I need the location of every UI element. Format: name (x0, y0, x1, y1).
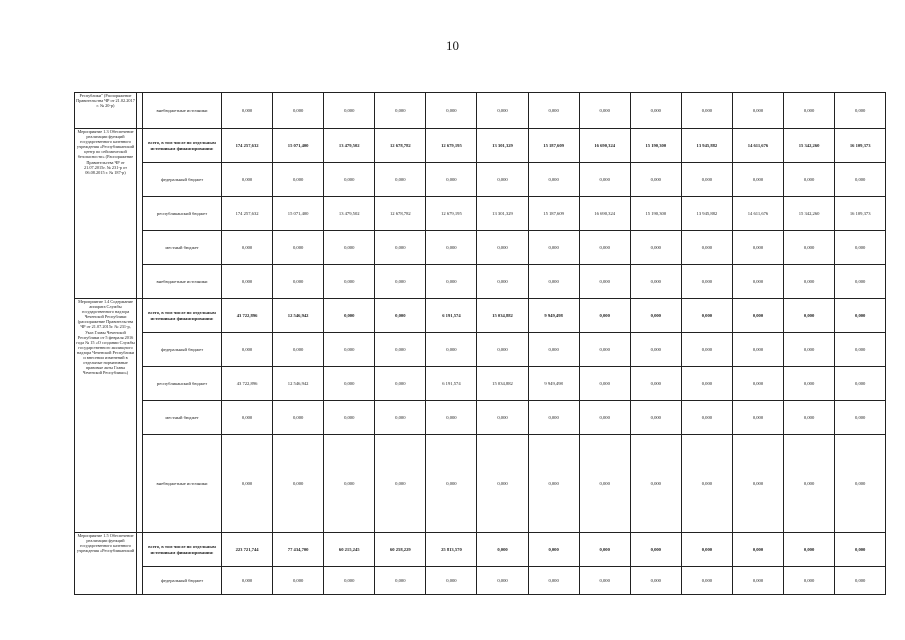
amount-cell: 0,000 (681, 401, 732, 435)
amount-cell: 16 690,324 (579, 197, 630, 231)
amount-cell: 0,000 (579, 533, 630, 567)
amount-cell: 0,000 (579, 299, 630, 333)
amount-cell: 0,000 (630, 567, 681, 595)
amount-cell: 223 721,744 (222, 533, 273, 567)
amount-cell: 0,000 (426, 333, 477, 367)
amount-cell: 0,000 (784, 533, 835, 567)
amount-cell: 0,000 (732, 435, 783, 533)
amount-cell: 0,000 (528, 333, 579, 367)
amount-cell: 13 945,882 (681, 197, 732, 231)
amount-cell: 0,000 (732, 567, 783, 595)
event-cell: Мероприятие 1.3 Обеспечение реализации функций государственного казенного учреждения «Республиканский центр по сейсмической безопасности» (Распоряжение Правительства ЧР от 21.07.2015г. № 231-р от 06.08.2015 г. № 187-р) (75, 129, 137, 299)
amount-cell: 0,000 (784, 367, 835, 401)
amount-cell: 0,000 (324, 231, 375, 265)
amount-cell: 0,000 (273, 93, 324, 129)
amount-cell: 15 034,882 (477, 299, 528, 333)
amount-cell: 0,000 (273, 265, 324, 299)
amount-cell: 0,000 (784, 231, 835, 265)
amount-cell: 15 342,260 (784, 129, 835, 163)
amount-cell: 0,000 (681, 367, 732, 401)
amount-cell: 0,000 (528, 435, 579, 533)
amount-cell: 0,000 (681, 533, 732, 567)
table-row (75, 197, 886, 231)
table-row (75, 401, 886, 435)
amount-cell: 25 813,570 (426, 533, 477, 567)
amount-cell: 0,000 (273, 231, 324, 265)
amount-cell: 0,000 (375, 401, 426, 435)
amount-cell: 0,000 (579, 163, 630, 197)
amount-cell: 0,000 (732, 93, 783, 129)
amount-cell: 0,000 (375, 435, 426, 533)
amount-cell: 0,000 (630, 265, 681, 299)
amount-cell: 0,000 (426, 567, 477, 595)
table-row (75, 567, 886, 595)
amount-cell: 174 257,632 (222, 129, 273, 163)
amount-cell: 0,000 (630, 231, 681, 265)
amount-cell: 0,000 (835, 533, 886, 567)
amount-cell: 0,000 (426, 93, 477, 129)
amount-cell: 0,000 (324, 299, 375, 333)
amount-cell: 14 611,676 (732, 197, 783, 231)
amount-cell: 0,000 (579, 231, 630, 265)
amount-cell: 43 722,896 (222, 299, 273, 333)
amount-cell: 0,000 (579, 567, 630, 595)
amount-cell: 0,000 (375, 333, 426, 367)
amount-cell: 0,000 (835, 567, 886, 595)
amount-cell: 0,000 (375, 265, 426, 299)
amount-cell: 0,000 (630, 299, 681, 333)
page-number: 10 (446, 38, 459, 53)
amount-cell: 0,000 (528, 567, 579, 595)
amount-cell: 0,000 (222, 93, 273, 129)
amount-cell: 0,000 (477, 163, 528, 197)
amount-cell: 0,000 (732, 333, 783, 367)
amount-cell: 0,000 (222, 435, 273, 533)
amount-cell: 0,000 (630, 333, 681, 367)
amount-cell: 0,000 (426, 435, 477, 533)
budget-table-body (75, 93, 886, 595)
amount-cell: 0,000 (681, 435, 732, 533)
amount-cell: 0,000 (681, 567, 732, 595)
amount-cell: 0,000 (375, 367, 426, 401)
amount-cell: 14 611,676 (732, 129, 783, 163)
amount-cell: 6 191,574 (426, 367, 477, 401)
amount-cell: 0,000 (375, 231, 426, 265)
amount-cell: 0,000 (784, 93, 835, 129)
amount-cell: 0,000 (630, 435, 681, 533)
amount-cell: 15 190,300 (630, 129, 681, 163)
amount-cell: 13 301,329 (477, 197, 528, 231)
amount-cell: 0,000 (835, 299, 886, 333)
amount-cell: 0,000 (375, 93, 426, 129)
amount-cell: 16 109,373 (835, 129, 886, 163)
table-row (75, 265, 886, 299)
table-row (75, 163, 886, 197)
amount-cell: 0,000 (273, 401, 324, 435)
amount-cell: 0,000 (784, 299, 835, 333)
amount-cell: 0,000 (732, 401, 783, 435)
amount-cell: 0,000 (835, 435, 886, 533)
amount-cell: 13 945,882 (681, 129, 732, 163)
amount-cell: 43 722,896 (222, 367, 273, 401)
table-row (75, 129, 886, 163)
amount-cell: 0,000 (477, 533, 528, 567)
amount-cell: 16 109,373 (835, 197, 886, 231)
amount-cell: 0,000 (732, 533, 783, 567)
amount-cell: 0,000 (375, 567, 426, 595)
amount-cell: 0,000 (477, 231, 528, 265)
amount-cell: 0,000 (324, 265, 375, 299)
amount-cell: 12 679,195 (426, 197, 477, 231)
amount-cell: 0,000 (528, 231, 579, 265)
amount-cell: 15 034,882 (477, 367, 528, 401)
amount-cell: 0,000 (324, 93, 375, 129)
amount-cell: 0,000 (630, 163, 681, 197)
amount-cell: 0,000 (630, 533, 681, 567)
amount-cell: 0,000 (784, 163, 835, 197)
amount-cell: 9 949,498 (528, 299, 579, 333)
funding-source-cell: всего, в том числе по отдельным источникам финансирования: (143, 129, 222, 163)
funding-source-cell: федеральный бюджет (143, 333, 222, 367)
funding-source-cell: республиканский бюджет (143, 197, 222, 231)
amount-cell: 0,000 (426, 163, 477, 197)
amount-cell: 0,000 (835, 93, 886, 129)
amount-cell: 15 071,400 (273, 197, 324, 231)
amount-cell: 13 479,502 (324, 129, 375, 163)
amount-cell: 12 678,782 (375, 197, 426, 231)
amount-cell: 174 257,632 (222, 197, 273, 231)
amount-cell: 0,000 (732, 299, 783, 333)
amount-cell: 0,000 (784, 567, 835, 595)
amount-cell: 16 690,324 (579, 129, 630, 163)
amount-cell: 0,000 (324, 163, 375, 197)
amount-cell: 0,000 (528, 265, 579, 299)
amount-cell: 12 546,942 (273, 367, 324, 401)
amount-cell: 9 949,498 (528, 367, 579, 401)
amount-cell: 0,000 (732, 231, 783, 265)
amount-cell: 0,000 (222, 265, 273, 299)
amount-cell: 0,000 (477, 567, 528, 595)
amount-cell: 0,000 (426, 265, 477, 299)
amount-cell: 0,000 (477, 93, 528, 129)
amount-cell: 0,000 (273, 435, 324, 533)
amount-cell: 0,000 (732, 265, 783, 299)
amount-cell: 0,000 (375, 163, 426, 197)
amount-cell: 0,000 (222, 567, 273, 595)
amount-cell: 0,000 (579, 333, 630, 367)
amount-cell: 0,000 (630, 93, 681, 129)
amount-cell: 0,000 (579, 93, 630, 129)
amount-cell: 60 258,229 (375, 533, 426, 567)
amount-cell: 77 434,700 (273, 533, 324, 567)
amount-cell: 0,000 (681, 333, 732, 367)
amount-cell: 0,000 (273, 163, 324, 197)
amount-cell: 0,000 (324, 333, 375, 367)
funding-source-cell: федеральный бюджет (143, 163, 222, 197)
amount-cell: 0,000 (784, 265, 835, 299)
amount-cell: 0,000 (273, 567, 324, 595)
amount-cell: 15 190,300 (630, 197, 681, 231)
amount-cell: 0,000 (426, 401, 477, 435)
amount-cell: 0,000 (630, 367, 681, 401)
amount-cell: 0,000 (835, 401, 886, 435)
event-cell: Мероприятие 1.5 Обеспечение реализации функций государственного казенного учреждения «Республиканский (75, 533, 137, 595)
budget-table (74, 92, 886, 595)
amount-cell: 0,000 (681, 265, 732, 299)
amount-cell: 0,000 (528, 533, 579, 567)
amount-cell: 60 215,245 (324, 533, 375, 567)
amount-cell: 0,000 (681, 231, 732, 265)
funding-source-cell: федеральный бюджет (143, 567, 222, 595)
amount-cell: 13 301,329 (477, 129, 528, 163)
table-row (75, 333, 886, 367)
funding-source-cell: всего, в том числе по отдельным источникам финансирования: (143, 533, 222, 567)
amount-cell: 15 187,609 (528, 129, 579, 163)
amount-cell: 0,000 (681, 299, 732, 333)
amount-cell: 0,000 (477, 333, 528, 367)
funding-source-cell: республиканский бюджет (143, 367, 222, 401)
amount-cell: 0,000 (835, 231, 886, 265)
amount-cell: 0,000 (681, 163, 732, 197)
amount-cell: 0,000 (579, 435, 630, 533)
funding-source-cell: внебюджетные источники (143, 93, 222, 129)
amount-cell: 0,000 (784, 333, 835, 367)
amount-cell: 0,000 (528, 163, 579, 197)
amount-cell: 0,000 (477, 401, 528, 435)
amount-cell: 0,000 (273, 333, 324, 367)
funding-source-cell: внебюджетные источники (143, 435, 222, 533)
amount-cell: 15 342,260 (784, 197, 835, 231)
amount-cell: 0,000 (528, 93, 579, 129)
amount-cell: 0,000 (579, 265, 630, 299)
amount-cell: 0,000 (835, 163, 886, 197)
amount-cell: 0,000 (784, 401, 835, 435)
amount-cell: 0,000 (681, 93, 732, 129)
table-row (75, 435, 886, 533)
amount-cell: 0,000 (324, 567, 375, 595)
amount-cell: 0,000 (835, 265, 886, 299)
event-cell: Мероприятие 1.4 Содержание аппарата Службы государственного надзора Чеченской Республики (распоряжение Правительства ЧР от 21.07.2015г. № 231-р, Указ Главы Чеченской Республики от 5 февраля 2016 года № 15 «О создании Службы государственного жилищного надзора Чеченской Республики и внесении изменений в отдельные нормативные правовые акты Главы Чеченской Республики») (75, 299, 137, 533)
amount-cell: 0,000 (222, 401, 273, 435)
funding-source-cell: местный бюджет (143, 401, 222, 435)
amount-cell: 6 191,574 (426, 299, 477, 333)
amount-cell: 0,000 (732, 163, 783, 197)
amount-cell: 12 546,942 (273, 299, 324, 333)
amount-cell: 0,000 (324, 435, 375, 533)
amount-cell: 0,000 (477, 435, 528, 533)
table-row (75, 533, 886, 567)
event-cell: Республики" (Распоряжение Правительства ЧР от 21.02.2017 г. № 20-р) (75, 93, 137, 129)
table-row (75, 367, 886, 401)
amount-cell: 0,000 (732, 367, 783, 401)
amount-cell: 0,000 (579, 367, 630, 401)
amount-cell: 15 187,609 (528, 197, 579, 231)
amount-cell: 0,000 (375, 299, 426, 333)
amount-cell: 0,000 (222, 163, 273, 197)
table-row (75, 231, 886, 265)
amount-cell: 15 071,400 (273, 129, 324, 163)
amount-cell: 0,000 (579, 401, 630, 435)
amount-cell: 0,000 (222, 231, 273, 265)
amount-cell: 0,000 (835, 333, 886, 367)
amount-cell: 0,000 (528, 401, 579, 435)
amount-cell: 0,000 (324, 401, 375, 435)
amount-cell: 0,000 (222, 333, 273, 367)
amount-cell: 0,000 (784, 435, 835, 533)
amount-cell: 12 679,195 (426, 129, 477, 163)
funding-source-cell: внебюджетные источники (143, 265, 222, 299)
table-row (75, 299, 886, 333)
amount-cell: 0,000 (426, 231, 477, 265)
amount-cell: 0,000 (835, 367, 886, 401)
amount-cell: 0,000 (477, 265, 528, 299)
amount-cell: 13 479,502 (324, 197, 375, 231)
table-row (75, 93, 886, 129)
funding-source-cell: местный бюджет (143, 231, 222, 265)
amount-cell: 12 678,782 (375, 129, 426, 163)
funding-source-cell: всего, в том числе по отдельным источникам финансирования: (143, 299, 222, 333)
amount-cell: 0,000 (324, 367, 375, 401)
amount-cell: 0,000 (630, 401, 681, 435)
